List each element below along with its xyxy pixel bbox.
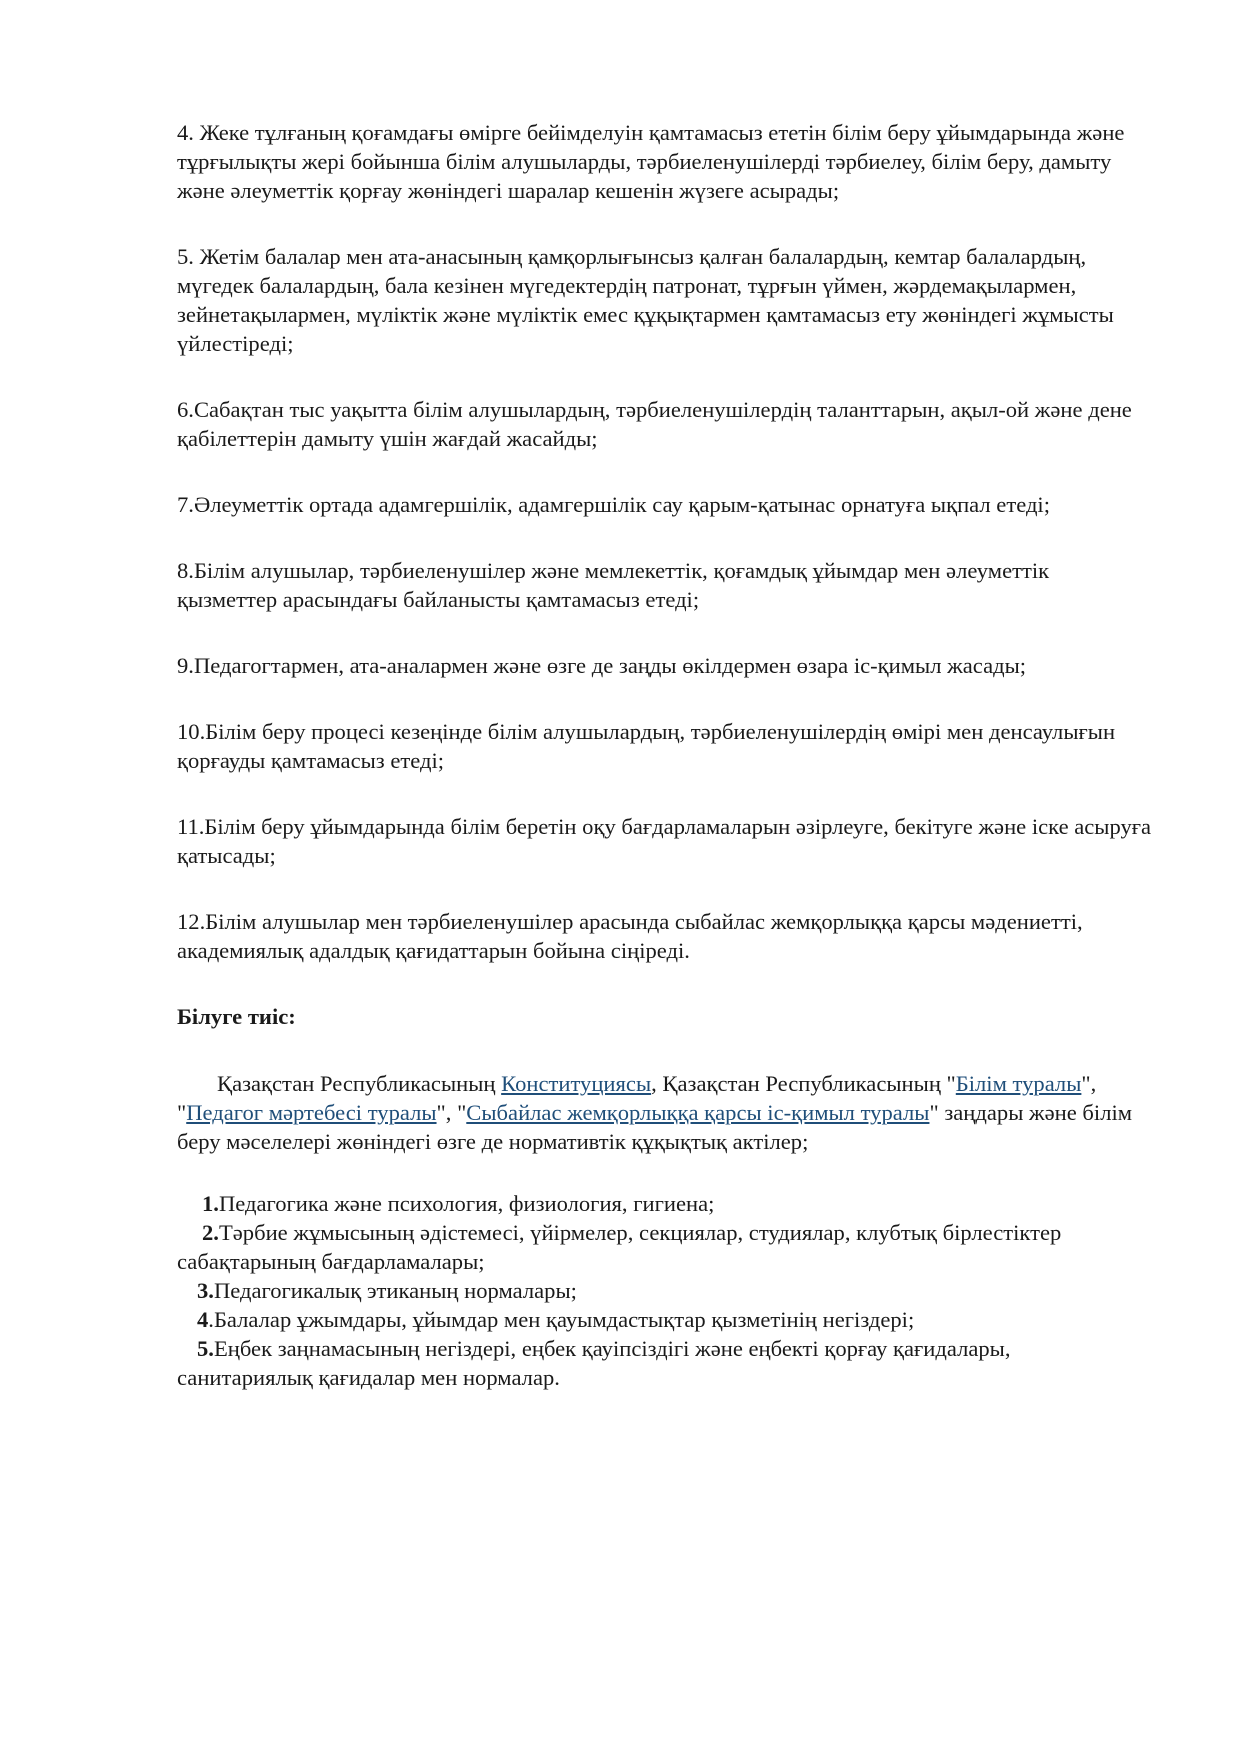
knowledge-item-4: [177, 1305, 1152, 1334]
intro-text-5: " заңдары және білім беру мәселелері жөніндегі өзге де нормативтік құқықтық актілер;: [177, 1100, 1133, 1154]
duty-paragraph-6: 6.Сабақтан тыс уақытта білім алушылардың, тәрбиеленушілердің таланттарын, ақыл-ой және дене қабілеттерін дамыту үшін жағдай жасайды;: [177, 397, 1132, 451]
item-text: Педагогикалық этиканың нормалары;: [213, 1278, 577, 1303]
intro-text-3: ", ": [177, 1071, 1097, 1125]
knowledge-item-5: [177, 1334, 1152, 1392]
link-education-law[interactable]: Білім туралы: [955, 1071, 1082, 1096]
legal-basis-paragraph: [177, 1069, 1152, 1156]
duty-paragraph-10: 10.Білім беру процесі кезеңінде білім алушылардың, тәрбиеленушілердің өмірі мен денсаулығын қорғауды қамтамасыз етеді;: [177, 719, 1116, 773]
intro-text-2: , Қазақстан Республикасының ": [651, 1071, 956, 1096]
duty-paragraph-9: 9.Педагогтармен, ата-аналармен және өзге де заңды өкілдермен өзара іс-қимыл жасады;: [177, 653, 1027, 678]
intro-text-4: ", ": [436, 1100, 467, 1125]
document-page: [177, 118, 1152, 1392]
knowledge-item-2: [177, 1218, 1152, 1276]
item-number: 3.: [197, 1278, 214, 1303]
item-text: Еңбек заңнамасының негіздері, еңбек қауіпсіздігі және еңбекті қорғау қағидалары, санитариялық қағидалар мен нормалар.: [177, 1336, 1011, 1390]
link-constitution[interactable]: Конституциясы: [501, 1071, 652, 1096]
link-teacher-status-law[interactable]: Педагог мәртебесі туралы: [186, 1100, 437, 1125]
item-text: Тәрбие жұмысының әдістемесі, үйірмелер, секциялар, студиялар, клубтық бірлестіктер сабақтарының бағдарламалары;: [177, 1220, 1062, 1274]
knowledge-list: [177, 1189, 1152, 1392]
item-text: .Балалар ұжымдары, ұйымдар мен қауымдастықтар қызметінің негіздері;: [208, 1307, 915, 1332]
knowledge-item-1: [177, 1189, 1152, 1218]
duty-paragraph-8: 8.Білім алушылар, тәрбиеленушілер және мемлекеттік, қоғамдық ұйымдар мен әлеуметтік қызметтер арасындағы байланысты қамтамасыз етеді;: [177, 558, 1050, 612]
duty-paragraph-4: 4. Жеке тұлғаның қоғамдағы өмірге бейімделуін қамтамасыз ететін білім беру ұйымдарында және тұрғылықты жері бойынша білім алушыларды, тәрбиеленушілерді тәрбиелеу, білім беру, дамыту және әлеуметтік қорғау жөніндегі шаралар кешенін жүзеге асырады;: [177, 120, 1125, 203]
intro-text-1: Қазақстан Республикасының: [217, 1071, 502, 1096]
duty-paragraph-12: 12.Білім алушылар мен тәрбиеленушілер арасында сыбайлас жемқорлыққа қарсы мәдениетті, академиялық адалдық қағидаттарын бойына сіңіреді.: [177, 909, 1083, 963]
item-number: 4: [197, 1307, 209, 1332]
duty-paragraph-7: 7.Әлеуметтік ортада адамгершілік, адамгершілік сау қарым-қатынас орнатуға ықпал етеді;: [177, 492, 1050, 517]
duty-paragraph-11: 11.Білім беру ұйымдарында білім беретін оқу бағдарламаларын әзірлеуге, бекітуге және іске асыруға қатысады;: [177, 814, 1152, 868]
duty-paragraph-5: 5. Жетім балалар мен ата-анасының қамқорлығынсыз қалған балалардың, кемтар балалардың, мүгедек балалардың, бала кезінен мүгедектердің патронат, тұрғын үймен, жәрдемақылармен, зейнетақылармен, мүліктік және мүліктік емес құқықтармен қамтамасыз ету жөніндегі жұмысты үйлестіреді;: [177, 244, 1114, 356]
item-number: 1.: [202, 1191, 219, 1216]
knowledge-item-3: [177, 1276, 1152, 1305]
section-heading: Білуге тиіс:: [177, 1004, 296, 1029]
item-number: 5.: [197, 1336, 214, 1361]
link-anti-corruption-law[interactable]: Сыбайлас жемқорлыққа қарсы іс-қимыл туралы: [466, 1100, 930, 1125]
item-text: Педагогика және психология, физиология, гигиена;: [218, 1191, 715, 1216]
item-number: 2.: [202, 1220, 219, 1245]
